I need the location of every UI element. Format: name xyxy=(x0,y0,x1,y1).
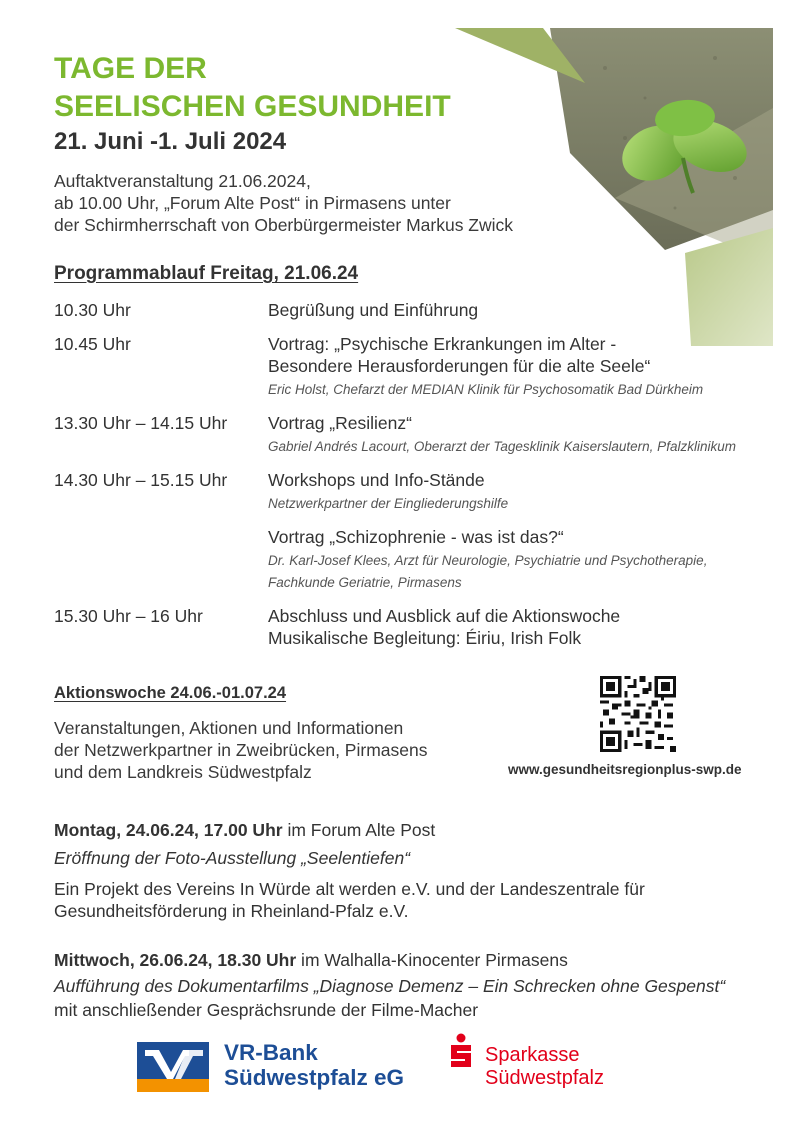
program-time: 13.30 Uhr – 14.15 Uhr xyxy=(54,413,228,433)
program-time: 15.30 Uhr – 16 Uhr xyxy=(54,606,203,626)
event-subtitle: Aufführung des Dokumentarfilms „Diagnose Demenz – Ein Schrecken ohne Gespenst“ xyxy=(54,976,726,996)
event-location: im Forum Alte Post xyxy=(282,820,436,840)
program-item-title: Begrüßung und Einführung xyxy=(268,300,479,320)
event-monday-heading xyxy=(54,818,764,842)
program-speaker: Dr. Karl-Josef Klees, Arzt für Neurologie, Psychiatrie und Psychotherapie, Fachkunde Geriatrie, Pirmasens xyxy=(268,553,708,590)
program-item-title: Vortrag „Schizophrenie - was ist das?“ xyxy=(268,527,564,547)
event-date: Mittwoch, 26.06.24, 18.30 Uhr xyxy=(54,950,297,970)
vr-bank-logo-icon xyxy=(137,1042,209,1092)
event-title-line1: TAGE DER xyxy=(54,52,207,85)
program-item-title: Workshops und Info-Stände xyxy=(268,470,485,490)
event-dates: 21. Juni -1. Juli 2024 xyxy=(54,128,287,155)
sparkasse-logo-icon xyxy=(449,1033,473,1067)
program-title: Programmablauf Freitag, 21.06.24 xyxy=(54,263,359,284)
aktionswoche-title: Aktionswoche 24.06.-01.07.24 xyxy=(54,684,287,702)
program-time: 10.45 Uhr xyxy=(54,334,131,354)
vr-bank-name: VR-Bank Südwestpfalz eG xyxy=(224,1040,405,1090)
event-description: Ein Projekt des Vereins In Würde alt werden e.V. und der Landeszentrale für Gesundheitsförderung in Rheinland-Pfalz e.V. xyxy=(54,879,645,921)
event-wednesday-heading xyxy=(54,948,764,972)
program-item-title: Abschluss und Ausblick auf die Aktionswoche Musikalische Begleitung: Éiriu, Irish Folk xyxy=(268,606,621,648)
event-description: mit anschließender Gesprächsrunde der Filme-Macher xyxy=(54,1000,479,1020)
program-speaker: Eric Holst, Chefarzt der MEDIAN Klinik für Psychosomatik Bad Dürkheim xyxy=(268,382,704,397)
event-date: Montag, 24.06.24, 17.00 Uhr xyxy=(54,820,283,840)
sparkasse-name: Sparkasse Südwestpfalz xyxy=(485,1044,604,1089)
aktionswoche-text: Veranstaltungen, Aktionen und Informationen der Netzwerkpartner in Zweibrücken, Pirmasens und dem Landkreis Südwestpfalz xyxy=(54,718,428,782)
intro-text: Auftaktveranstaltung 21.06.2024, ab 10.00 Uhr, „Forum Alte Post“ in Pirmasens unter der Schirmherrschaft von Oberbürgermeister Markus Zwick xyxy=(54,171,514,235)
program-time: 14.30 Uhr – 15.15 Uhr xyxy=(54,470,228,490)
event-subtitle: Eröffnung der Foto-Ausstellung „Seelentiefen“ xyxy=(54,848,411,868)
website-link[interactable]: www.gesundheitsregionplus-swp.de xyxy=(508,762,742,777)
event-title-line2: SEELISCHEN GESUNDHEIT xyxy=(54,90,451,123)
program-speaker: Netzwerkpartner der Eingliederungshilfe xyxy=(268,496,509,511)
event-location: im Walhalla-Kinocenter Pirmasens xyxy=(296,950,568,970)
program-speaker: Gabriel Andrés Lacourt, Oberarzt der Tagesklinik Kaiserslautern, Pfalzklinikum xyxy=(268,439,736,454)
program-item-title: Vortrag: „Psychische Erkrankungen im Alter - Besondere Herausforderungen für die alte Seele“ xyxy=(268,334,651,376)
program-time: 10.30 Uhr xyxy=(54,300,131,320)
program-item-title: Vortrag „Resilienz“ xyxy=(268,413,412,433)
qr-code-icon[interactable] xyxy=(600,676,676,752)
